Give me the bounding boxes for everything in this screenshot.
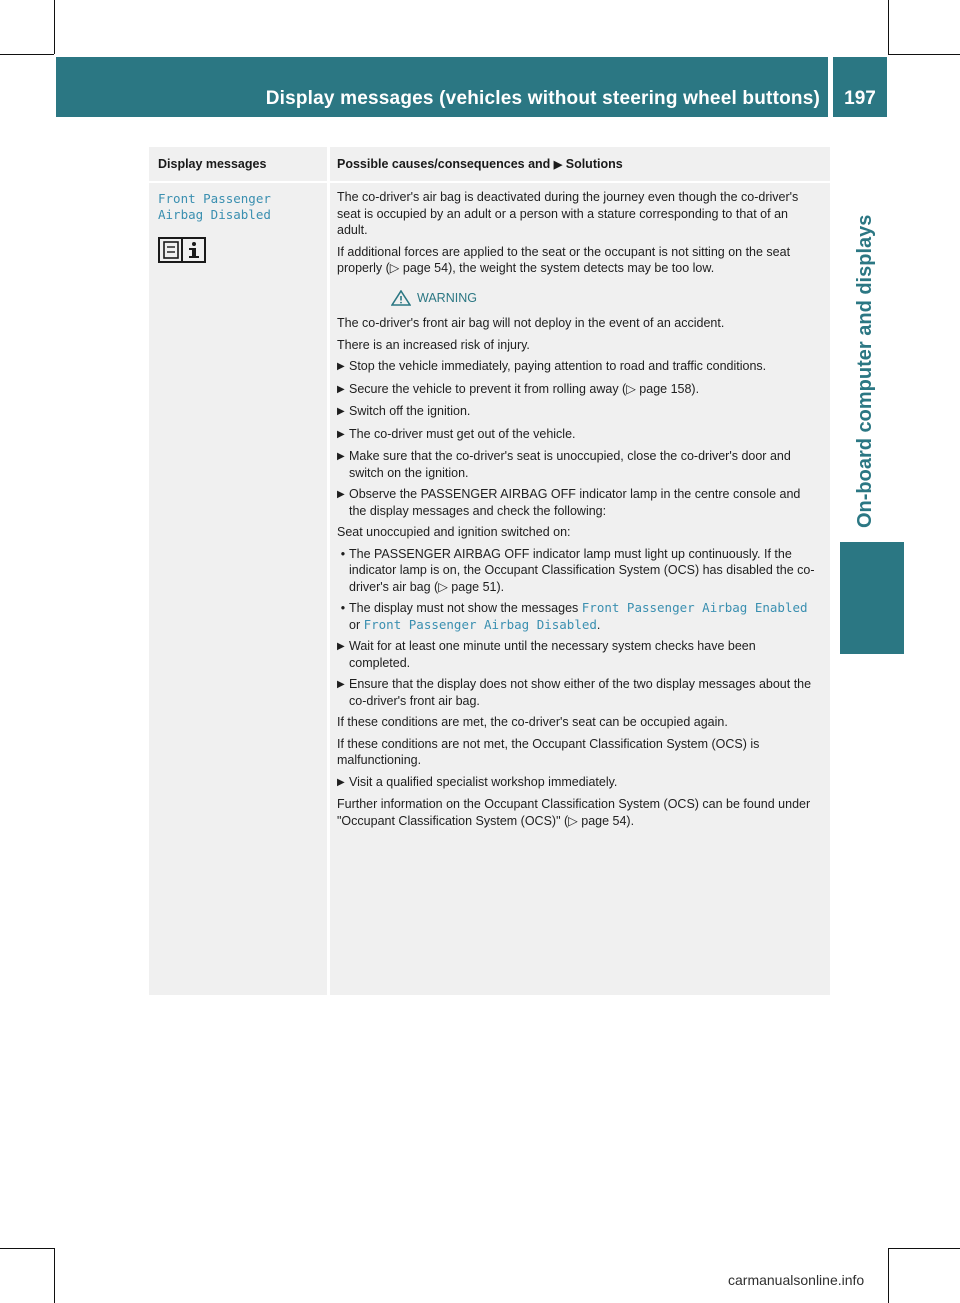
crop-mark <box>0 54 54 55</box>
step-arrow-icon: ▶ <box>337 641 345 652</box>
warning-label: WARNING <box>417 290 477 305</box>
display-messages-table <box>149 147 830 995</box>
solution-step: ▶ Wait for at least one minute until the necessary system checks have been completed. <box>337 639 756 670</box>
solution-step: ▶ Secure the vehicle to prevent it from rolling away (▷ page 158). <box>337 381 819 399</box>
check-bullet: • The PASSENGER AIRBAG OFF indicator lamp must light up continuously. If the indicator lamp is on, the Occupant Classification System (OCS) has disabled the co-driver's air bag (▷ page 51). <box>337 546 819 596</box>
solution-step: ▶ Stop the vehicle immediately, paying attention to road and traffic conditions. <box>337 358 819 376</box>
solution-step: ▶ The co-driver must get out of the vehicle. <box>337 426 819 444</box>
crop-mark <box>54 1248 55 1303</box>
page-number-box <box>833 57 887 117</box>
column-header-suffix: Solutions <box>565 157 623 171</box>
solution-step: ▶ Ensure that the display does not show either of the two display messages about the co-driver's front air bag. <box>337 677 812 708</box>
section-tab-label: On-board computer and displays <box>854 214 876 528</box>
causes-solutions-cell <box>337 189 819 834</box>
crop-mark <box>0 1248 54 1249</box>
display-message-text: Front Passenger Airbag Disabled <box>158 191 271 222</box>
column-header-causes-solutions <box>337 147 623 181</box>
crop-mark <box>888 0 889 54</box>
condition-text: If these conditions are not met, the Occupant Classification System (OCS) is malfunctioning. <box>337 736 760 767</box>
bullet-dot-icon: • <box>340 546 346 561</box>
step-arrow-icon: ▶ <box>337 383 345 395</box>
warning-heading <box>337 290 819 307</box>
header-divider <box>149 181 830 183</box>
crop-mark <box>54 0 55 54</box>
watermark-url: carmanualsonline.info <box>728 1272 865 1288</box>
bullet-content: The display must not show the messages Front Passenger Airbag Enabled or Front Passenger Airbag Disabled. <box>349 600 808 632</box>
section-tab-marker <box>840 542 904 654</box>
crop-mark <box>888 54 960 55</box>
step-arrow-icon: ▶ <box>553 159 563 171</box>
column-header-display-messages: Display messages <box>158 157 267 171</box>
further-info-text: Further information on the Occupant Classification System (OCS) can be found under "Occupant Classification System (OCS)" (▷ page 54). <box>337 797 811 828</box>
check-condition: Seat unoccupied and ignition switched on: <box>337 525 571 539</box>
page-title: Display messages (vehicles without steering wheel buttons) <box>265 88 820 109</box>
warning-triangle-icon <box>391 290 411 306</box>
risk-text: There is an increased risk of injury. <box>337 337 530 352</box>
step-arrow-icon: ▶ <box>337 361 345 372</box>
display-message-ref: Front Passenger Airbag Enabled <box>581 600 808 615</box>
condition-text: If these conditions are met, the co-driver's seat can be occupied again. <box>337 715 728 729</box>
service-book-icon <box>158 237 206 263</box>
cause-paragraph: The co-driver's air bag is deactivated during the journey even though the co-driver's seat is occupied by an adult or a person with a stature corresponding to that of an adult. <box>337 190 799 237</box>
step-arrow-icon: ▶ <box>337 428 345 440</box>
display-message-ref: Front Passenger Airbag Disabled <box>363 616 597 632</box>
step-arrow-icon: ▶ <box>337 679 345 690</box>
step-arrow-icon: ▶ <box>337 451 345 462</box>
solution-step: ▶ Make sure that the co-driver's seat is unoccupied, close the co-driver's door and switch on the ignition. <box>337 449 791 480</box>
crop-mark <box>888 1248 889 1303</box>
warning-text: The co-driver's front air bag will not deploy in the event of an accident. <box>337 316 725 330</box>
page-number: 197 <box>844 88 876 109</box>
check-bullet <box>337 600 819 633</box>
column-divider <box>327 147 330 995</box>
crop-mark <box>888 1248 960 1249</box>
solution-step: ▶ Visit a qualified specialist workshop immediately. <box>337 774 819 792</box>
step-arrow-icon: ▶ <box>337 776 345 788</box>
column-header-prefix: Possible causes/consequences and <box>337 157 551 171</box>
solution-step: ▶ Switch off the ignition. <box>337 403 819 421</box>
bullet-dot-icon: • <box>340 601 346 615</box>
solution-step: ▶ Observe the PASSENGER AIRBAG OFF indicator lamp in the centre console and the display messages and check the following: <box>337 487 801 518</box>
cause-paragraph: If additional forces are applied to the seat or the occupant is not sitting on the seat properly (▷ page 54), the weight the system detects may be too low. <box>337 244 791 275</box>
header-bar <box>56 57 828 117</box>
step-arrow-icon: ▶ <box>337 489 345 500</box>
step-arrow-icon: ▶ <box>337 406 345 417</box>
